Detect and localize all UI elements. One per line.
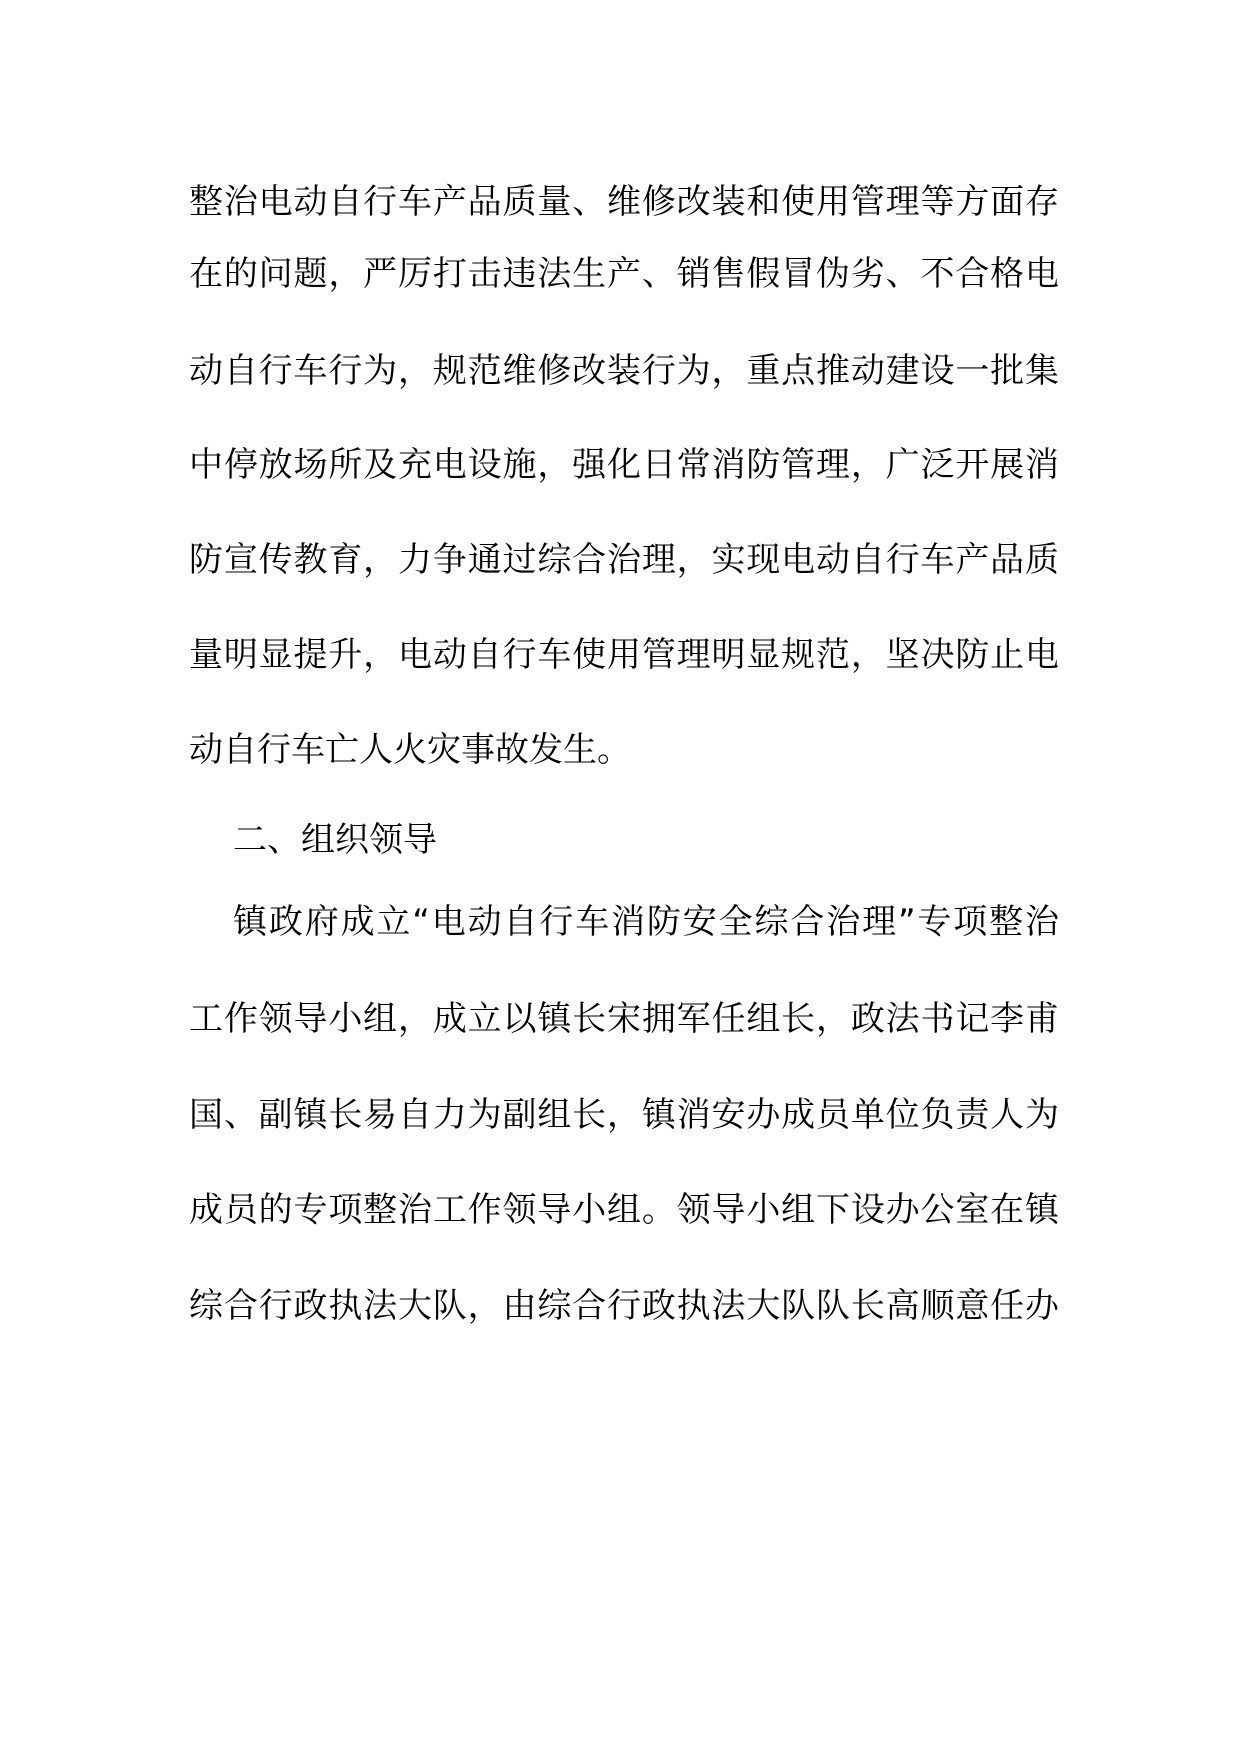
paragraph-line: 动自行车行为，规范维修改装行为，重点推动建设一批集 [189, 351, 1059, 391]
paragraph-line: 成员的专项整治工作领导小组。领导小组下设办公室在镇 [189, 1190, 1059, 1230]
paragraph-line: 动自行车亡人火灾事故发生。 [189, 730, 631, 770]
paragraph-line: 量明显提升，电动自行车使用管理明显规范，坚决防止电 [189, 635, 1059, 675]
paragraph-line: 工作领导小组，成立以镇长宋拥军任组长，政法书记李甫 [189, 999, 1059, 1039]
paragraph-line: 在的问题，严厉打击违法生产、销售假冒伪劣、不合格电 [189, 254, 1059, 294]
section-heading: 二、组织领导 [233, 820, 437, 860]
paragraph-line: 镇政府成立“电动自行车消防安全综合治理”专项整治 [233, 902, 1059, 942]
paragraph-line: 中停放场所及充电设施，强化日常消防管理，广泛开展消 [189, 445, 1059, 485]
paragraph-line: 综合行政执法大队，由综合行政执法大队队长高顺意任办 [189, 1286, 1059, 1326]
paragraph-line: 防宣传教育，力争通过综合治理，实现电动自行车产品质 [189, 540, 1059, 580]
paragraph-line: 整治电动自行车产品质量、维修改装和使用管理等方面存 [189, 182, 1059, 222]
paragraph-line: 国、副镇长易自力为副组长，镇消安办成员单位负责人为 [189, 1095, 1059, 1135]
